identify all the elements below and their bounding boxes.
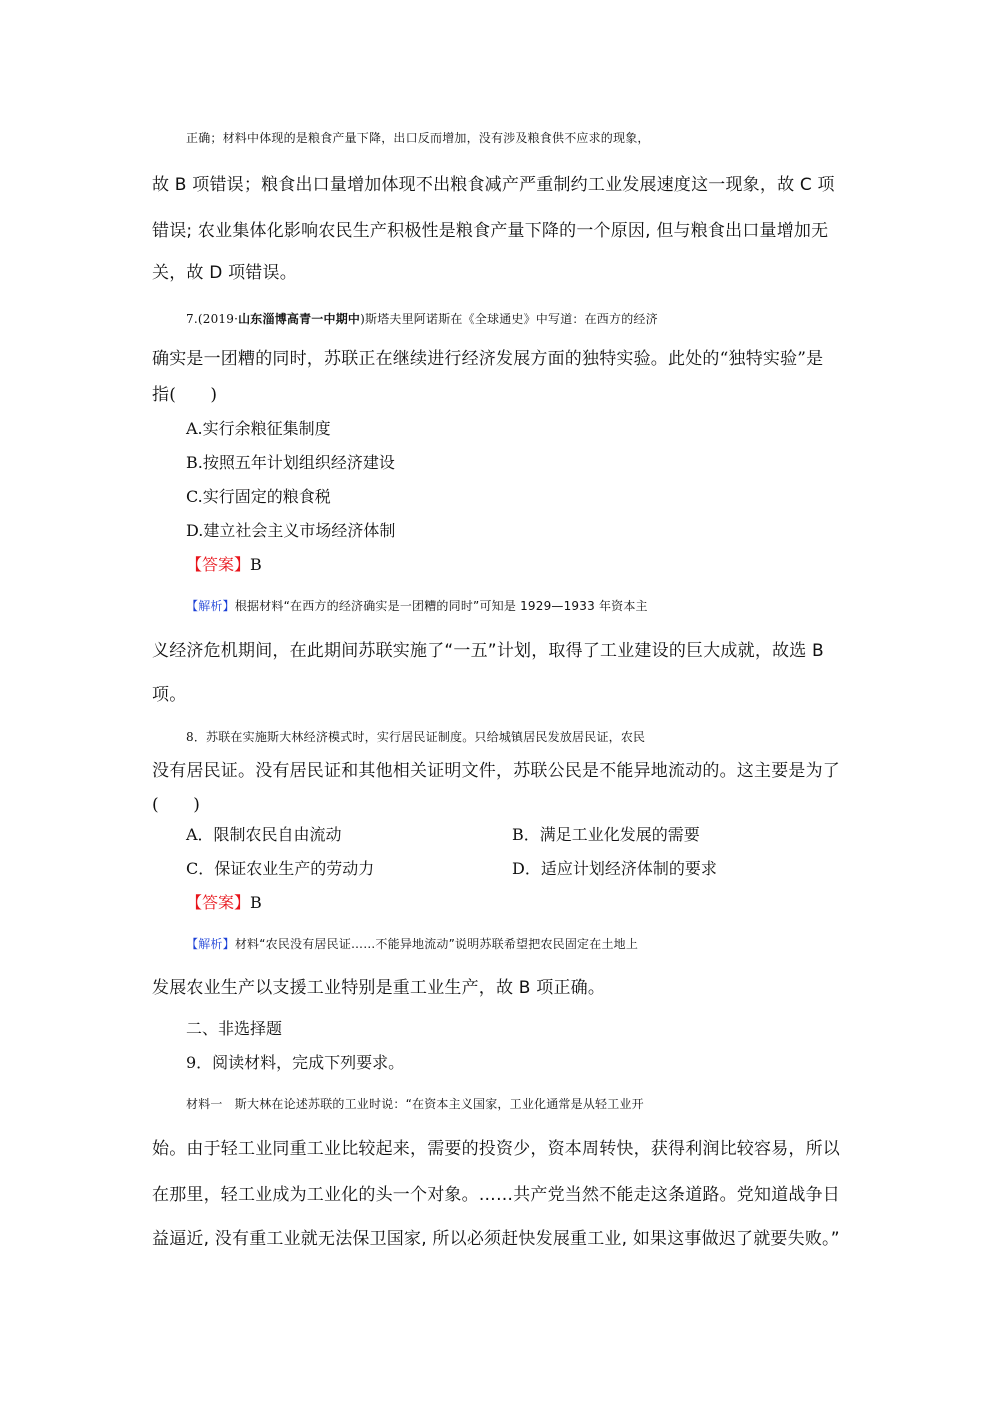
q8-option-d: D．适应计划经济体制的要求: [512, 859, 717, 878]
q8-stem-line-1: 8．苏联在实施斯大林经济模式时，实行居民证制度。只给城镇居民发放居民证，农民: [186, 730, 646, 744]
q7-analysis-text-1: 根据材料“在西方的经济确实是一团糟的同时”可知是 1929—1933 年资本主: [234, 599, 648, 613]
q8-stem-line-3: ( ): [152, 795, 201, 815]
q7-option-c: C.实行固定的粮食税: [186, 487, 331, 506]
q9-material1-line-3: 在那里，轻工业成为工业化的头一个对象。……共产党当然不能走这条道路。党知道战争日: [152, 1185, 840, 1205]
q7-analysis-label: 【解析】: [186, 599, 235, 613]
q8-analysis-text-1: 材料“农民没有居民证……不能异地流动”说明苏联希望把农民固定在土地上: [234, 937, 639, 951]
q8-answer-label: 【答案】: [186, 893, 251, 912]
q8-answer: [186, 892, 262, 914]
q8-analysis-line-1: [186, 932, 886, 956]
q9-material1-line-4: 益逼近, 没有重工业就无法保卫国家, 所以必须赶快发展重工业, 如果这事做迟了就要失败。”: [152, 1229, 840, 1249]
q8-option-a: A．限制农民自由流动: [186, 825, 342, 844]
q9-material1-line-2: 始。由于轻工业同重工业比较起来，需要的投资少，资本周转快，获得利润比较容易，所以: [152, 1139, 840, 1159]
q7-stem-line-1: [186, 307, 886, 331]
prev-analysis-line-3: 错误; 农业集体化影响农民生产积极性是粮食产量下降的一个原因, 但与粮食出口量增加无: [152, 221, 829, 241]
q7-stem-line-3: 指( ): [152, 385, 218, 405]
q7-stem-line-2: 确实是一团糟的同时，苏联正在继续进行经济发展方面的独特实验。此处的“独特实验”是: [152, 349, 824, 369]
q9-material1-line-1: 材料一 斯大林在论述苏联的工业时说：“在资本主义国家，工业化通常是从轻工业开: [186, 1097, 644, 1111]
q7-stem-rest: )斯塔夫里阿诺斯在《全球通史》中写道：在西方的经济: [360, 312, 658, 326]
q7-source: 山东淄博高青一中期中: [238, 312, 361, 326]
q7-analysis-line-1: [186, 594, 886, 618]
q7-answer-label: 【答案】: [186, 555, 251, 574]
q7-answer: [186, 554, 262, 576]
q8-option-b: B．满足工业化发展的需要: [512, 825, 700, 844]
q8-option-c: C．保证农业生产的劳动力: [186, 859, 375, 878]
prev-analysis-line-2: 故 B 项错误；粮食出口量增加体现不出粮食减产严重制约工业发展速度这一现象，故 C 项: [152, 175, 835, 195]
q7-analysis-line-3: 项。: [152, 685, 187, 705]
q8-stem-line-2: 没有居民证。没有居民证和其他相关证明文件，苏联公民是不能异地流动的。这主要是为了: [152, 761, 840, 781]
q8-analysis-line-2: 发展农业生产以支援工业特别是重工业生产，故 B 项正确。: [152, 978, 606, 998]
q7-number: 7.(2019·: [186, 312, 239, 326]
q7-option-d: D.建立社会主义市场经济体制: [186, 521, 396, 540]
q9-stem: 9．阅读材料，完成下列要求。: [186, 1053, 405, 1072]
q8-answer-value: B: [250, 893, 262, 912]
prev-analysis-line-4: 关，故 D 项错误。: [152, 263, 297, 283]
q7-option-a: A.实行余粮征集制度: [186, 419, 331, 438]
q7-answer-value: B: [250, 555, 262, 574]
prev-analysis-line-1: 正确；材料中体现的是粮食产量下降，出口反而增加，没有涉及粮食供不应求的现象，: [186, 131, 650, 145]
q7-option-b: B.按照五年计划组织经济建设: [186, 453, 395, 472]
section-title: 二、非选择题: [186, 1019, 283, 1038]
q7-analysis-line-2: 义经济危机期间，在此期间苏联实施了“一五”计划，取得了工业建设的巨大成就，故选 B: [152, 641, 824, 661]
q8-analysis-label: 【解析】: [186, 937, 235, 951]
